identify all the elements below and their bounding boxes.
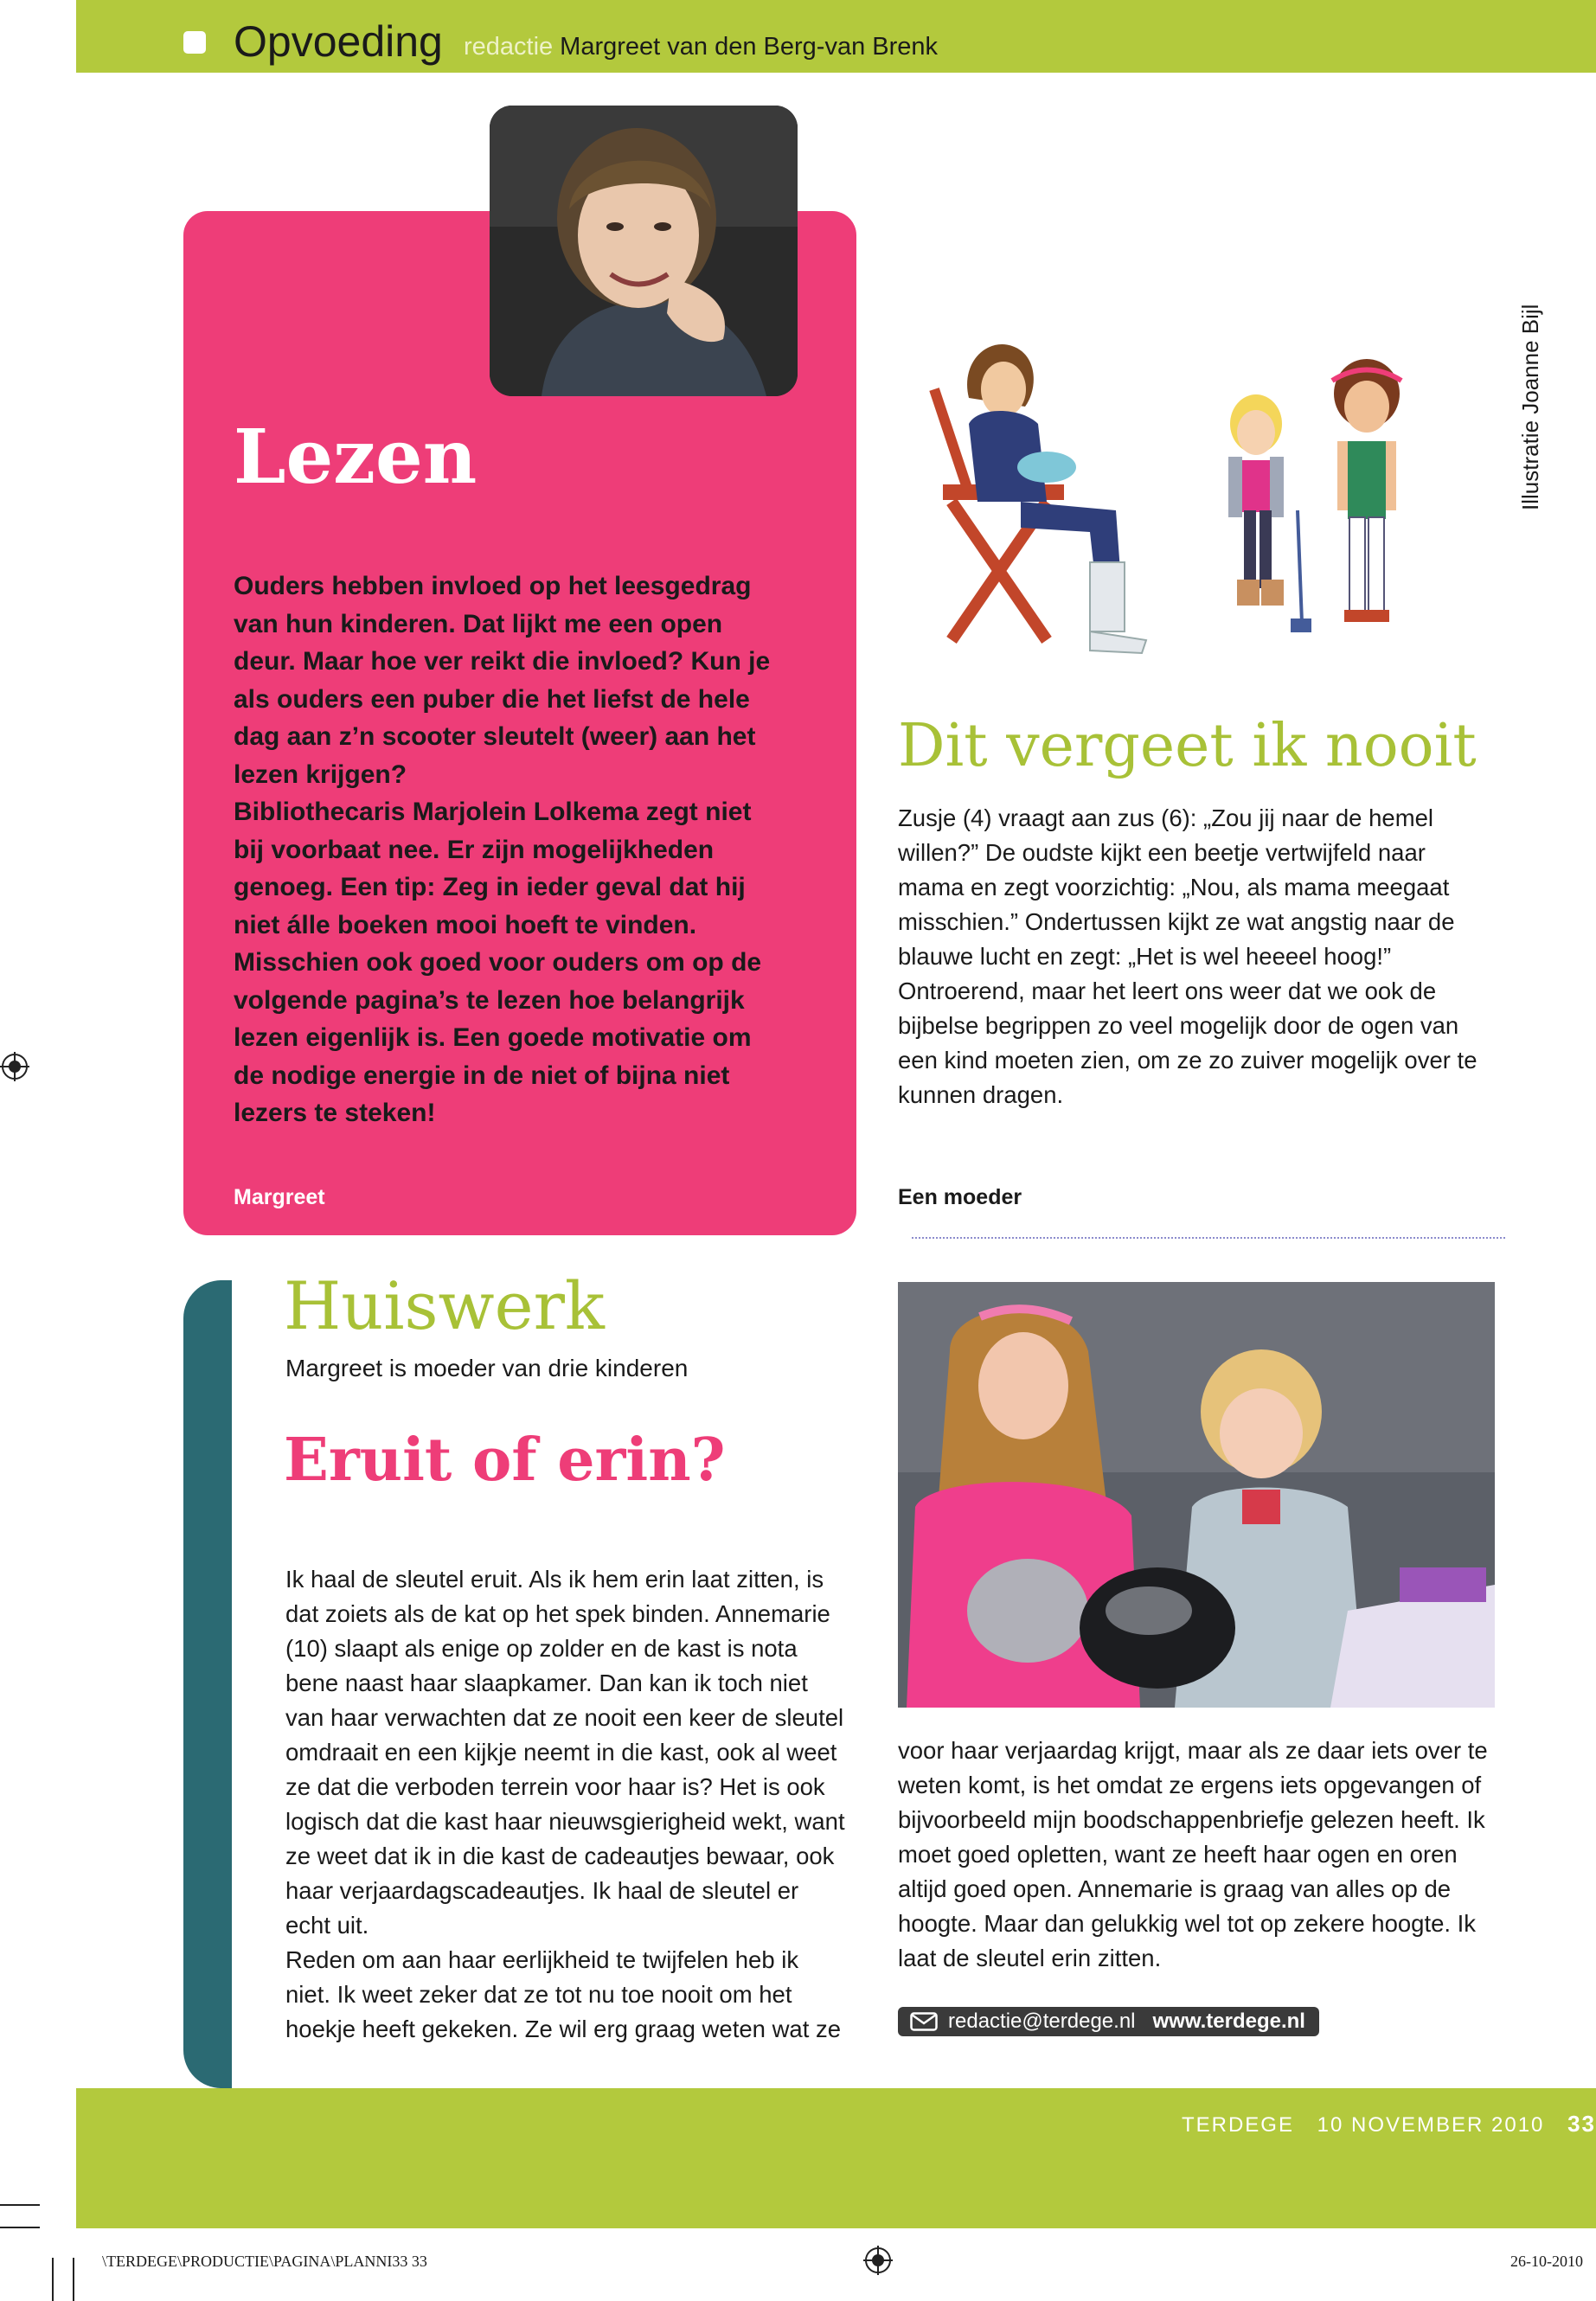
- editor-credit: [464, 31, 938, 62]
- vergeet-title: Dit vergeet ik nooit: [898, 712, 1477, 780]
- print-slug-date: 26-10-2010: [1510, 2253, 1583, 2270]
- footer-band: [76, 2088, 1596, 2228]
- crop-mark: [0, 2227, 40, 2228]
- lezen-paragraph: Bibliothecaris Marjolein Lolkema zegt niet bij voorbaat nee. Er zijn mogelijkheden genoeg. Een tip: Zeg in ieder geval dat hij niet álle boeken mooi hoeft te vinden. Misschien ook goed voor ouders om op de volgende pagina’s te lezen hoe belangrijk lezen eigenlijk is. Een goede motivatie om de nodige energie in de niet of bijna niet lezers te steken!: [234, 798, 762, 1127]
- editor-label: redactie: [464, 33, 554, 61]
- crop-mark: [0, 2204, 40, 2206]
- contact-url[interactable]: www.terdege.nl: [1152, 2009, 1305, 2033]
- eruit-paragraph: Reden om aan haar eerlijkheid te twijfelen heb ik niet. Ik weet zeker dat ze tot nu toe nooit om het hoekje heeft gekeken. Ze wil erg graag weten wat ze: [285, 1946, 842, 2042]
- page-folio: [1182, 2111, 1596, 2138]
- portrait-photo: [490, 106, 798, 396]
- contact-email[interactable]: redactie@terdege.nl: [948, 2009, 1136, 2033]
- lezen-paragraph: Ouders hebben invloed op het leesgedrag van hun kinderen. Dat lijkt me een open deur. Maar hoe ver reikt die invloed? Kun je als ouders een puber die het liefst de hele dag aan z’n scooter sleutelt (weer) aan het lezen krijgen?: [234, 572, 771, 789]
- illustration-credit: Illustratie Joanne Bijl: [1517, 304, 1543, 510]
- eruit-paragraph: Ik haal de sleutel eruit. Als ik hem erin laat zitten, is dat zoiets als de kat op het spek binden. Annemarie (10) slaapt als enige op zolder en de kast is nota bene naast haar slaapkamer. Dan kan ik toch niet van haar verwachten dat ze nooit een keer de sleutel omdraait en een kijkje neemt in die kast, ook al weet ze dat die verboden terrein voor haar is? Het is ook logisch dat die kast haar nieuwsgierigheid wekt, want ze weet dat ik in die kast de cadeautjes bewaar, ook haar verjaardagscadeautjes. Ik haal de sleutel er echt uit.: [285, 1566, 845, 1939]
- huiswerk-accent-bar: [183, 1280, 232, 2088]
- editor-name: Margreet van den Berg-van Brenk: [560, 33, 939, 61]
- section-marker-icon: [183, 31, 206, 54]
- dotted-divider: [912, 1237, 1505, 1239]
- registration-mark-icon: [863, 2246, 893, 2275]
- crop-mark: [52, 2258, 54, 2301]
- crop-mark: [73, 2258, 74, 2301]
- folio-page-number: 33: [1567, 2111, 1596, 2137]
- eruit-continued: voor haar verjaardag krijgt, maar als ze daar iets over te weten komt, is het omdat ze ergens iets opgevangen of bijvoorbeeld mijn boodschappenbriefje gelezen heeft. Ik moet goed opletten, want ze heeft haar ogen en oren altijd goed open. Annemarie is graag van alles op de hoogte. Maar dan gelukkig wel tot op zekere hoogte. Ik laat de sleutel erin zitten.: [898, 1737, 1488, 1971]
- registration-mark-icon: [0, 1052, 29, 1081]
- eruit-body: [285, 1562, 848, 2047]
- folio-date: 10 NOVEMBER 2010: [1317, 2113, 1545, 2137]
- eruit-headline: Eruit of erin?: [284, 1426, 726, 1495]
- print-slug-path: \TERDEGE\PRODUCTIE\PAGINA\PLANNI33 33: [102, 2253, 427, 2270]
- children-illustration: [917, 311, 1436, 692]
- lezen-title: Lezen: [234, 413, 478, 501]
- huiswerk-title: Huiswerk: [284, 1267, 605, 1344]
- envelope-icon: [910, 2012, 938, 2031]
- girls-photo: [898, 1282, 1495, 1708]
- folio-magazine: TERDEGE: [1181, 2113, 1294, 2137]
- contact-bar: [898, 2007, 1319, 2036]
- huiswerk-subtitle: Margreet is moeder van drie kinderen: [285, 1355, 689, 1381]
- section-title: Opvoeding: [234, 17, 443, 66]
- vergeet-signature: Een moeder: [898, 1185, 1022, 1209]
- vergeet-body: Zusje (4) vraagt aan zus (6): „Zou jij naar de hemel willen?” De oudste kijkt een beetje vertwijfeld naar mama en zegt voorzichtig: „Nou, als mama meegaat misschien.” Ondertussen kijkt ze wat angstig naar de blauwe lucht en zegt: „Het is wel heeeel hoog!” Ontroerend, maar het leert ons weer dat we ook de bijbelse begrippen zo veel mogelijk door de ogen van een kind moeten zien, om ze zo zuiver mogelijk over te kunnen dragen.: [898, 804, 1477, 1108]
- lezen-signature: Margreet: [234, 1185, 325, 1209]
- lezen-body: [234, 567, 787, 1132]
